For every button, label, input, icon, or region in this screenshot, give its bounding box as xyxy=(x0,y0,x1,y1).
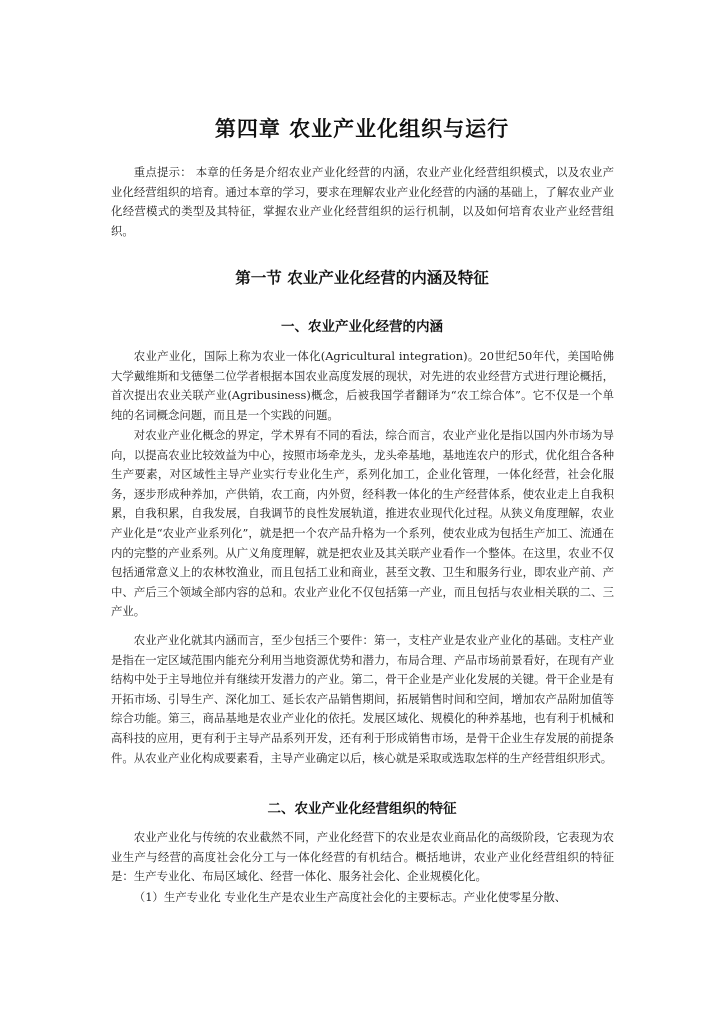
paragraph-concept: 对农业产业化概念的界定，学术界有不同的看法，综合而言，农业产业化是指以国内外市场为导向，以提高农业比较效益为中心，按照市场牵龙头，龙头牵基地，基地连农户的形式，优化组合各种生产要素，对区域性主导产业实行专业化生产，系列化加工，企业化管理，一体化经营，社会化服务，逐步形成种养加，产供销，农工商，内外贸，经科教一体化的生产经营体系，使农业走上自我积累，自我积累，自我发展，自我调节的良性发展轨道，推进农业现代化过程。从狭义角度理解，农业产业化是“农业产业系列化”，就是把一个农产品升格为一个系列，使农业成为包括生产加工、流通在内的完整的产业系列。从广义角度理解，就是把农业及其关联产业看作一个整体。在这里，农业不仅包括通常意义上的农林牧渔业，而且包括工业和商业，甚至文教、卫生和服务行业，即农业产前、产中、产后三个领域全部内容的总和。农业产业化不仅包括第一产业，而且包括与农业相关联的二、三产业。 xyxy=(111,428,614,619)
paragraph-features: 农业产业化与传统的农业截然不同，产业化经营下的农业是农业商品化的高级阶段，它表现为农业生产与经营的高度社会化分工与一体化经营的有机结合。概括地讲，农业产业化经营组织的特征是：生产专业化、布局区域化、经营一体化、服务社会化、企业规模化化。 xyxy=(111,830,614,884)
paragraph-definition: 农业产业化，国际上称为农业一体化(Agricultural integration)。20世纪50年代，美国哈佛大学戴维斯和戈德堡二位学者根据本国农业高度发展的现状，对先进的农业经营方式进行理论概括，首次提出农业关联产业(Agribusiness)概念，后被我国学者翻译为“农工综合体”。它不仅是一个单纯的名词概念问题，而且是一个实践的问题。 xyxy=(111,349,614,422)
summary-paragraph: 重点提示： 本章的任务是介绍农业产业化经营的内涵，农业产业化经营组织模式，以及农业产业化经营组织的培育。通过本章的学习，要求在理解农业产业化经营的内涵的基础上，了解农业产业化经营模式的类型及其特征，掌握农业产业化经营组织的运行机制，以及如何培育农业产业经营组织。 xyxy=(111,165,614,238)
paragraph-specialization: （1）生产专业化 专业化生产是农业生产高度社会化的主要标志。产业化使零星分散、 xyxy=(133,890,567,904)
chapter-title: 第四章 农业产业化组织与运行 xyxy=(214,117,510,141)
subsection-title-features: 二、农业产业化经营组织的特征 xyxy=(267,801,457,817)
paragraph-elements: 农业产业化就其内涵而言，至少包括三个要件：第一，支柱产业是农业产业化的基础。支柱产业是指在一定区域范围内能充分利用当地资源优势和潜力，布局合理、产品市场前景看好，在现有产业结构中处于主导地位并有继续开发潜力的产业。第二，骨干企业是产业化发展的关键。骨干企业是有开拓市场、引导生产、深化加工、延长农产品销售期间，拓展销售时间和空间，增加农产品附加值等综合功能。第三，商品基地是农业产业化的依托。发展区域化、规模化的种养基地，也有利于机械和高科技的应用，更有利于主导产品系列开发，还有利于形成销售市场，是骨干企业生存发展的前提条件。从农业产业化构成要素看，主导产业确定以后，核心就是采取或选取怎样的生产经营组织形式。 xyxy=(111,633,614,765)
section-title: 第一节 农业产业化经营的内涵及特征 xyxy=(235,269,489,287)
subsection-title-connotation: 一、农业产业化经营的内涵 xyxy=(281,319,443,335)
